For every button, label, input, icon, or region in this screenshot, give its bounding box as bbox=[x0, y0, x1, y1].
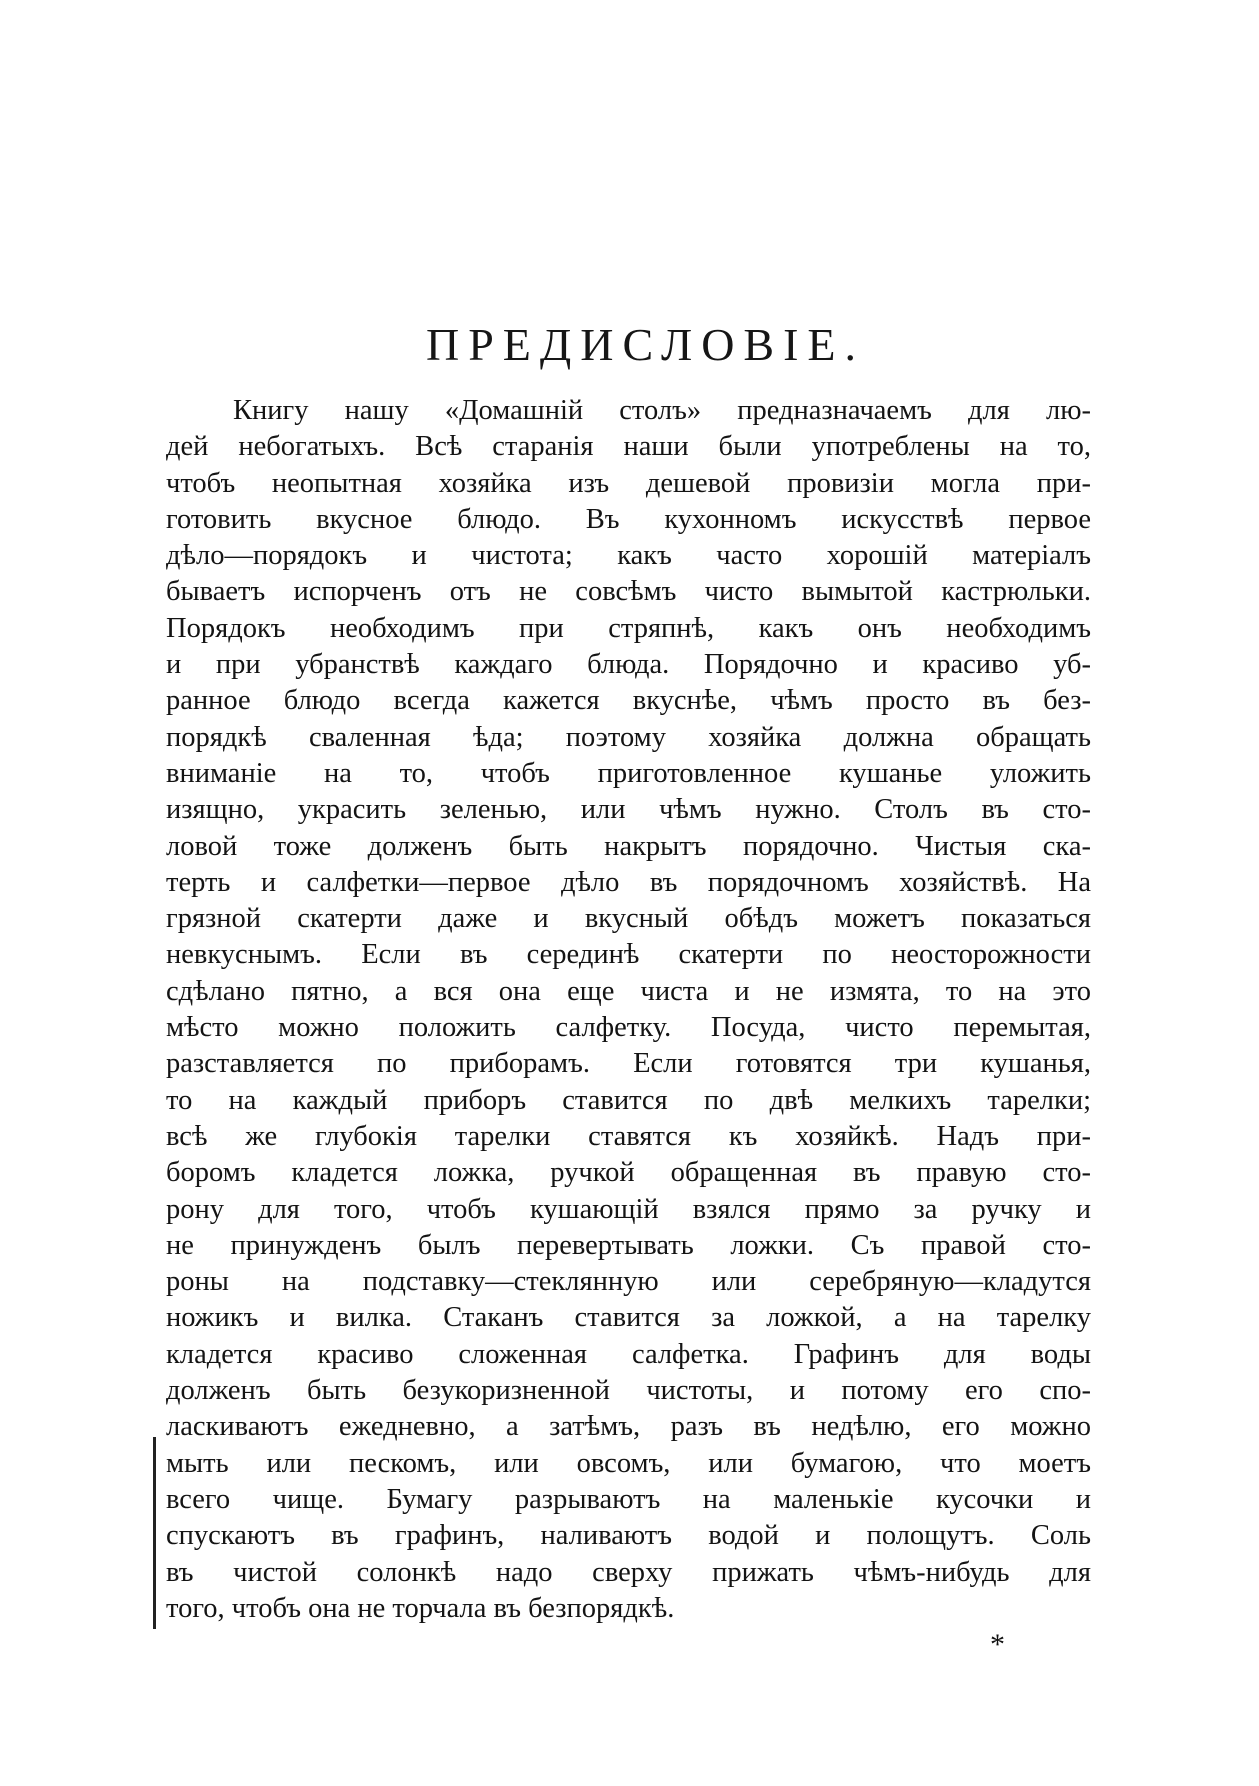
text-line: вниманіе на то, чтобъ приготовленное кушанье уложить bbox=[166, 757, 1091, 789]
text-line: готовить вкусное блюдо. Въ кухонномъ искусствѣ первое bbox=[166, 503, 1091, 535]
text-line: мѣсто можно положить салфетку. Посуда, чисто перемытая, bbox=[166, 1012, 1091, 1044]
text-line: ловой тоже долженъ быть накрытъ порядочно. Чистыя ска- bbox=[166, 830, 1091, 862]
text-line: Книгу нашу «Домашній столъ» предназначаемъ для лю- bbox=[233, 395, 1091, 426]
text-line: того, чтобъ она не торчала въ безпорядкѣ. bbox=[166, 1592, 675, 1624]
text-line: дѣло—порядокъ и чистота; какъ часто хорошій матеріалъ bbox=[166, 540, 1091, 572]
text-line: порядкѣ сваленная ѣда; поэтому хозяйка должна обращать bbox=[166, 721, 1091, 753]
text-line: ранное блюдо всегда кажется вкуснѣе, чѣмъ просто въ без- bbox=[166, 685, 1091, 717]
text-line: боромъ кладется ложка, ручкой обращенная въ правую сто- bbox=[166, 1157, 1091, 1189]
text-line: грязной скатерти даже и вкусный обѣдъ можетъ показаться bbox=[166, 903, 1091, 935]
text-line: терть и салфетки—первое дѣло въ порядочномъ хозяйствѣ. На bbox=[166, 866, 1091, 898]
text-line: сдѣлано пятно, а вся она еще чиста и не измята, то на это bbox=[166, 975, 1091, 1007]
preface-text bbox=[166, 393, 1091, 1627]
text-line: всего чище. Бумагу разрываютъ на маленькіе кусочки и bbox=[166, 1483, 1091, 1515]
text-line: всѣ же глубокія тарелки ставятся къ хозяйкѣ. Надъ при- bbox=[166, 1120, 1091, 1152]
text-line: изящно, украсить зеленью, или чѣмъ нужно. Столъ въ сто- bbox=[166, 794, 1091, 826]
text-line: долженъ быть безукоризненной чистоты, и потому его спо- bbox=[166, 1375, 1091, 1407]
text-line: не принужденъ былъ перевертывать ложки. Съ правой сто- bbox=[166, 1229, 1091, 1261]
text-line: бываетъ испорченъ отъ не совсѣмъ чисто вымытой кастрюльки. bbox=[166, 576, 1091, 608]
text-line: мыть или пескомъ, или овсомъ, или бумагою, что моетъ bbox=[166, 1447, 1091, 1479]
text-line: рону для того, чтобъ кушающій взялся прямо за ручку и bbox=[166, 1193, 1091, 1225]
text-line: то на каждый приборъ ставится по двѣ мелкихъ тарелки; bbox=[166, 1084, 1091, 1116]
text-line: ножикъ и вилка. Стаканъ ставится за ложкой, а на тарелку bbox=[166, 1302, 1091, 1334]
text-line: кладется красиво сложенная салфетка. Графинъ для воды bbox=[166, 1338, 1091, 1370]
text-line: невкуснымъ. Если въ серединѣ скатерти по неосторожности bbox=[166, 939, 1091, 971]
text-line: дей небогатыхъ. Всѣ старанія наши были употреблены на то, bbox=[166, 431, 1091, 463]
margin-rule bbox=[153, 1437, 156, 1629]
text-line: разставляется по приборамъ. Если готовятся три кушанья, bbox=[166, 1048, 1091, 1080]
text-line: роны на подставку—стеклянную или серебряную—кладутся bbox=[166, 1266, 1091, 1298]
text-line: Порядокъ необходимъ при стряпнѣ, какъ онъ необходимъ bbox=[166, 612, 1091, 644]
text-line: и при убранствѣ каждаго блюда. Порядочно и красиво уб- bbox=[166, 649, 1091, 681]
text-line: чтобъ неопытная хозяйка изъ дешевой провизіи могла при- bbox=[166, 467, 1091, 499]
text-line: спускаютъ въ графинъ, наливаютъ водой и полощутъ. Соль bbox=[166, 1520, 1091, 1552]
page-title: ПРЕДИСЛОВІЕ. bbox=[425, 319, 866, 370]
text-line: ласкиваютъ ежедневно, а затѣмъ, разъ въ недѣлю, его можно bbox=[166, 1411, 1091, 1443]
text-line: въ чистой солонкѣ надо сверху прижать чѣмъ-нибудь для bbox=[166, 1556, 1091, 1588]
end-asterisk: * bbox=[990, 1628, 1005, 1661]
